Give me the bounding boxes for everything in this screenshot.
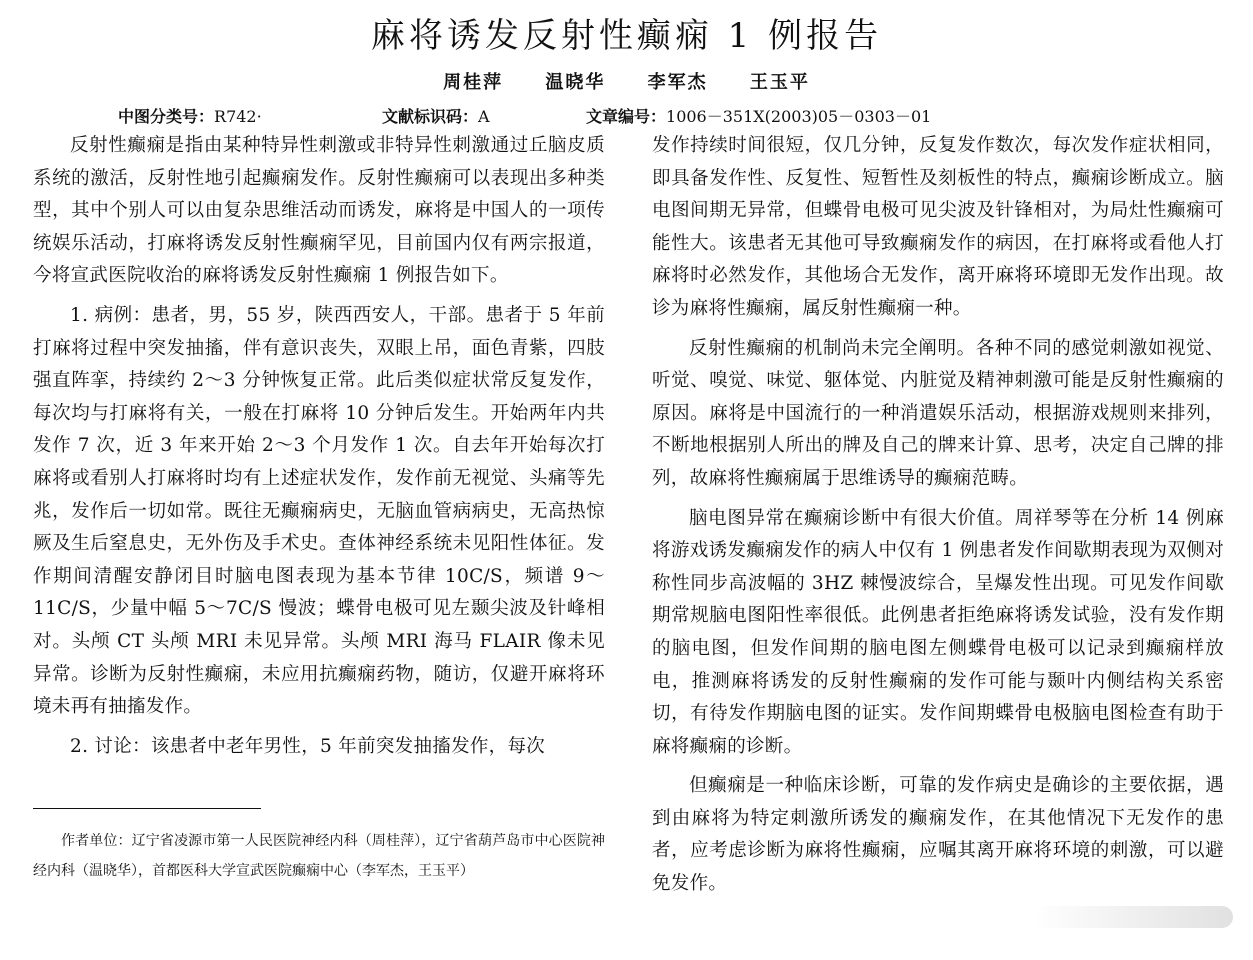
article-number-value: 1006－351X(2003)05－0303－01 <box>666 107 932 126</box>
clc-label: 中图分类号： <box>118 107 215 126</box>
doc-code-value: A <box>478 107 490 126</box>
clc-value: R742· <box>214 107 262 126</box>
case-paragraph: 1. 病例：患者，男，55 岁，陕西西安人，干部。患者于 5 年前打麻将过程中突发抽搐，伴有意识丧失，双眼上吊，面色青紫，四肢强直阵挛，持续约 2～3 分钟恢复正常。此后类似症状常反复发作，每次均与打麻将有关，一般在打麻将 10 分钟后发生。开始两年内共发作 7 次，近 3 年来开始 2～3 个月发作 1 次。自去年开始每次打麻将或看别人打麻将时均有上述症状发作，发作前无视觉、头痛等先兆，发作后一切如常。既往无癫痫病史，无脑血管病病史，无高热惊厥及生后窒息史，无外伤及手术史。查体神经系统未见阳性体征。发作期间清醒安静闭目时脑电图表现为基本节律 10C/S，频谱 9～11C/S，少量中幅 5～7C/S 慢波；蝶骨电极可见左颞尖波及针峰相对。头颅 CT 头颅 MRI 未见异常。头颅 MRI 海马 FLAIR 像未见异常。诊断为反射性癫痫，未应用抗癫痫药物，随访，仅避开麻将环境未再有抽搐发作。 <box>33 304 605 718</box>
mechanism-paragraph: 反射性癫痫的机制尚未完全阐明。各种不同的感觉刺激如视觉、听觉、嗅觉、味觉、躯体觉、内脏觉及精神刺激可能是反射性癫痫的原因。麻将是中国流行的一种消遣娱乐活动，根据游戏规则来排列，不断地根据别人所出的牌及自己的牌来计算、思考，决定自己牌的排列，故麻将性癫痫属于思维诱导的癫痫范畴。 <box>652 337 1224 489</box>
article-number <box>586 104 931 127</box>
author-list: 周桂萍 温晓华 李军杰 王玉平 <box>443 72 810 93</box>
clc-number <box>118 104 262 127</box>
author-affiliation-footnote: 作者单位：辽宁省凌源市第一人民医院神经内科（周桂萍），辽宁省葫芦岛市中心医院神经内科（温晓华），首都医科大学宣武医院癫痫中心（李军杰，王玉平） <box>33 833 605 879</box>
eeg-paragraph: 脑电图异常在癫痫诊断中有很大价值。周祥琴等在分析 14 例麻将游戏诱发癫痫发作的病人中仅有 1 例患者发作间歇期表现为双侧对称性同步高波幅的 3HZ 棘慢波综合，呈爆发性出现。可见发作间歇期常规脑电图阳性率很低。此例患者拒绝麻将诱发试验，没有发作期的脑电图，但发作间期的脑电图左侧蝶骨电极可以记录到癫痫样放电，推测麻将诱发的反射性癫痫的发作可能与颞叶内侧结构关系密切，有待发作期脑电图的证实。发作间期蝶骨电极脑电图检查有助于麻将癫痫的诊断。 <box>652 507 1224 757</box>
intro-paragraph: 反射性癫痫是指由某种特异性刺激或非特异性刺激通过丘脑皮质系统的激活，反射性地引起癫痫发作。反射性癫痫可以表现出多种类型，其中个别人可以由复杂思维活动而诱发，麻将是中国人的一项传统娱乐活动，打麻将诱发反射性癫痫罕见，目前国内仅有两宗报道，今将宣武医院收治的麻将诱发反射性癫痫 1 例报告如下。 <box>33 135 605 287</box>
discussion-continued-paragraph: 发作持续时间很短，仅几分钟，反复发作数次，每次发作症状相同，即具备发作性、反复性、短暂性及刻板性的特点，癫痫诊断成立。脑电图间期无异常，但蝶骨电极可见尖波及针锋相对，为局灶性癫痫可能性大。该患者无其他可导致癫痫发作的病因，在打麻将或看他人打麻将时必然发作，其他场合无发作，离开麻将环境即无发作出现。故诊为麻将性癫痫，属反射性癫痫一种。 <box>652 135 1224 319</box>
footnote-divider <box>33 808 261 809</box>
doc-code-label: 文献标识码： <box>382 107 479 126</box>
left-column <box>33 130 605 763</box>
document-code <box>382 104 490 127</box>
scan-watermark-blur <box>1033 906 1233 928</box>
paper-title: 麻将诱发反射性癫痫 1 例报告 <box>370 16 883 56</box>
discussion-start-paragraph: 2. 讨论：该患者中老年男性，5 年前突发抽搐发作，每次 <box>70 735 546 757</box>
conclusion-paragraph: 但癫痫是一种临床诊断，可靠的发作病史是确诊的主要依据，遇到由麻将为特定刺激所诱发的癫痫发作，在其他情况下无发作的患者，应考虑诊断为麻将性癫痫，应嘱其离开麻将环境的刺激，可以避免发作。 <box>652 775 1224 895</box>
right-column <box>652 130 1224 901</box>
article-number-label: 文章编号： <box>586 107 667 126</box>
